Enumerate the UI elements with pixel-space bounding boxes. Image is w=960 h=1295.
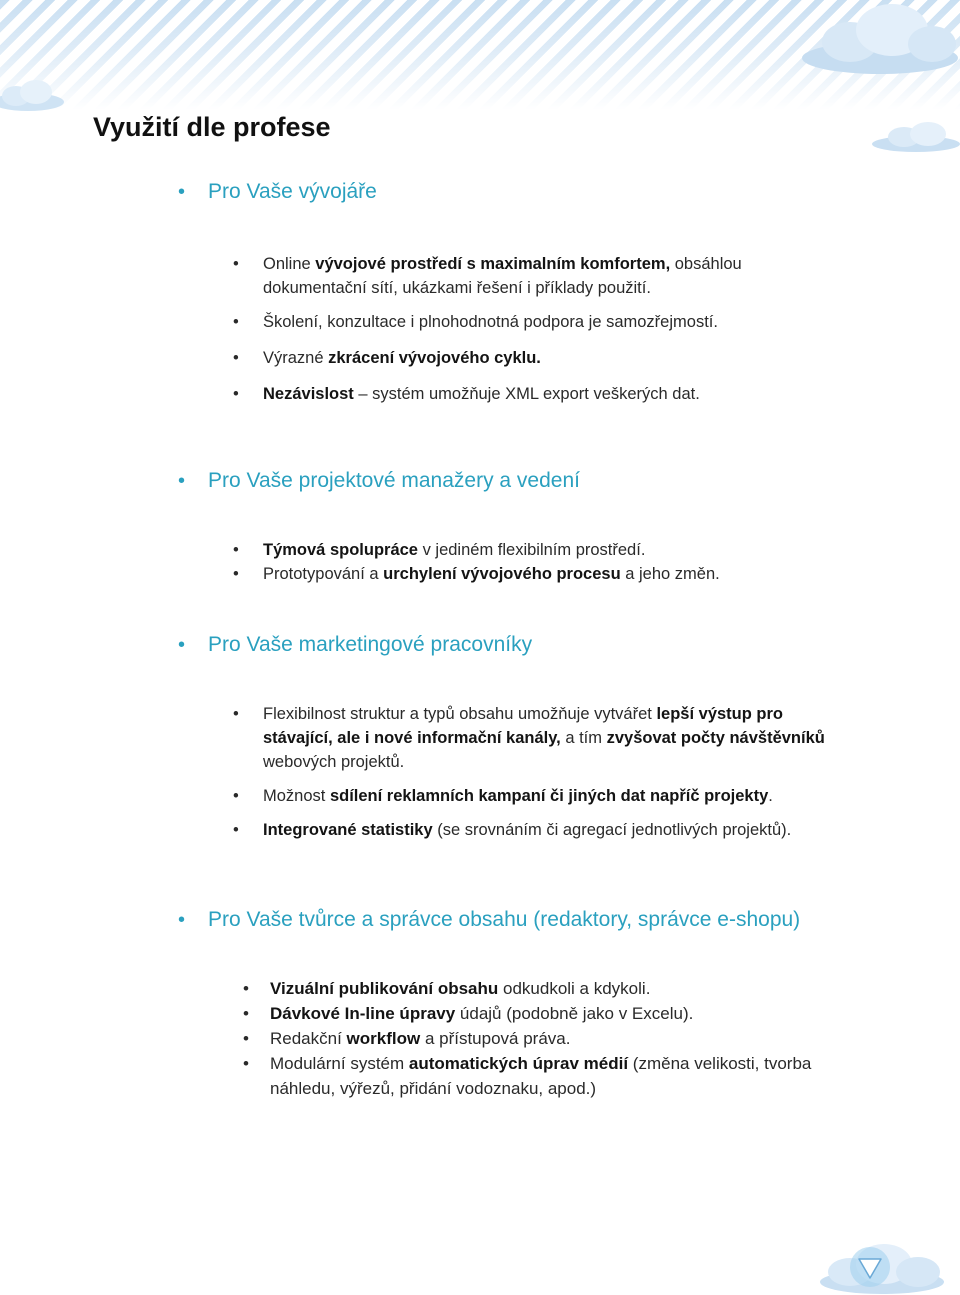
list-item [233,784,843,808]
text-run: Možnost [263,787,330,805]
text-run: a jeho změn. [620,565,720,583]
section-list-marketing [233,702,843,842]
section-list-editors [243,976,843,1101]
bold-text-run: urchylení vývojového procesu [383,565,621,583]
list-item-text [263,787,773,805]
text-run: údajů (podobně jako v Excelu). [455,1004,694,1023]
bullet-icon: • [233,705,239,723]
bold-text-run: workflow [346,1029,421,1048]
list-item [243,1001,843,1026]
text-run: v jediném flexibilním prostředí. [417,541,646,559]
list-item [243,1026,843,1051]
bold-text-run: Dávkové In-line úpravy [270,1004,456,1023]
text-run: a tím [560,729,607,747]
bullet-icon: • [178,470,186,492]
list-item [243,976,843,1001]
list-item [233,310,803,334]
bullet-icon: • [178,909,186,931]
section-heading-editors [178,908,800,932]
page-title: Využití dle profese [93,112,331,142]
text-run: (změna velikosti, tvorba náhledu, výřezů, přidání vodoznaku, apod.) [270,1054,812,1098]
bullet-icon: • [178,181,186,203]
text-run: – systém umožňuje XML export veškerých dat. [353,385,700,403]
bold-text-run: zkrácení vývojového cyklu. [328,349,541,367]
text-run: obsáhlou dokumentační sítí, ukázkami řešení i příklady použití. [263,255,742,297]
list-item-text [263,705,825,771]
bullet-icon: • [243,1054,249,1073]
list-item-text [263,313,718,331]
bullet-icon: • [233,349,239,367]
cloud-top-right-icon [800,0,960,80]
list-item-text [263,385,700,403]
list-item [243,1051,843,1101]
section-heading-text: Pro Vaše tvůrce a správce obsahu (redaktory, správce e-shopu) [208,908,801,931]
bullet-icon: • [233,565,239,583]
bold-text-run: vývojové prostředí s maximalním komfortem, [315,255,671,273]
bold-text-run: Týmová spolupráce [263,541,418,559]
bold-text-run: sdílení reklamních kampaní či jiných dat napříč projekty [329,787,769,805]
text-run: Školení, konzultace i plnohodnotná podpora je samozřejmostí. [263,313,718,331]
bold-text-run: automatických úprav médií [408,1054,629,1073]
section-heading-managers [178,469,580,493]
section-heading-marketing [178,633,532,657]
text-run: Online [263,255,316,273]
bullet-icon: • [233,255,239,273]
bullet-icon: • [243,979,249,998]
bold-text-run: Nezávislost [263,385,354,403]
triangle-down-icon [848,1245,892,1289]
bullet-icon: • [233,787,239,805]
bullet-icon: • [178,634,186,656]
section-heading-text: Pro Vaše projektové manažery a vedení [208,469,580,492]
bullet-icon: • [233,313,239,331]
next-page-button[interactable] [848,1245,892,1289]
list-item-text [270,1004,693,1023]
text-run: Výrazné [263,349,329,367]
list-item [233,818,843,842]
section-list-developers [233,252,803,406]
list-item-text [270,1029,570,1048]
list-item [233,562,833,586]
bullet-icon: • [233,385,239,403]
list-item-text [263,349,541,367]
list-item [233,346,803,370]
text-run: Modulární systém [270,1054,409,1073]
text-run: a přístupová práva. [420,1029,571,1048]
bold-text-run: Integrované statistiky [263,821,433,839]
bold-text-run: lepší výstup pro stávající, ale i nové informační kanály, [263,705,783,747]
list-item [233,538,833,562]
bold-text-run: zvyšovat počty návštěvníků [606,729,825,747]
cloud-mid-right-icon [870,118,960,154]
list-item [233,702,843,774]
list-item [233,382,803,406]
text-run: Prototypování a [263,565,384,583]
list-item-text [263,255,742,297]
text-run: odkudkoli a kdykoli. [498,979,651,998]
bullet-icon: • [243,1004,249,1023]
list-item-text [263,565,720,583]
cloud-top-left-icon [0,78,70,114]
bold-text-run: Vizuální publikování obsahu [270,979,499,998]
list-item-text [263,821,791,839]
text-run: (se srovnáním či agregací jednotlivých projektů). [432,821,792,839]
section-heading-developers [178,180,377,204]
section-list-managers [233,538,833,586]
list-item-text [270,979,650,998]
text-run: Flexibilnost struktur a typů obsahu umožňuje vytvářet [263,705,657,723]
section-heading-text: Pro Vaše marketingové pracovníky [208,633,533,656]
bullet-icon: • [233,821,239,839]
section-heading-text: Pro Vaše vývojáře [208,180,377,203]
text-run: . [768,787,773,805]
bullet-icon: • [233,541,239,559]
text-run: webových projektů. [263,753,405,771]
text-run: Redakční [270,1029,347,1048]
list-item-text [270,1054,811,1098]
bullet-icon: • [243,1029,249,1048]
list-item [233,252,803,300]
list-item-text [263,541,645,559]
